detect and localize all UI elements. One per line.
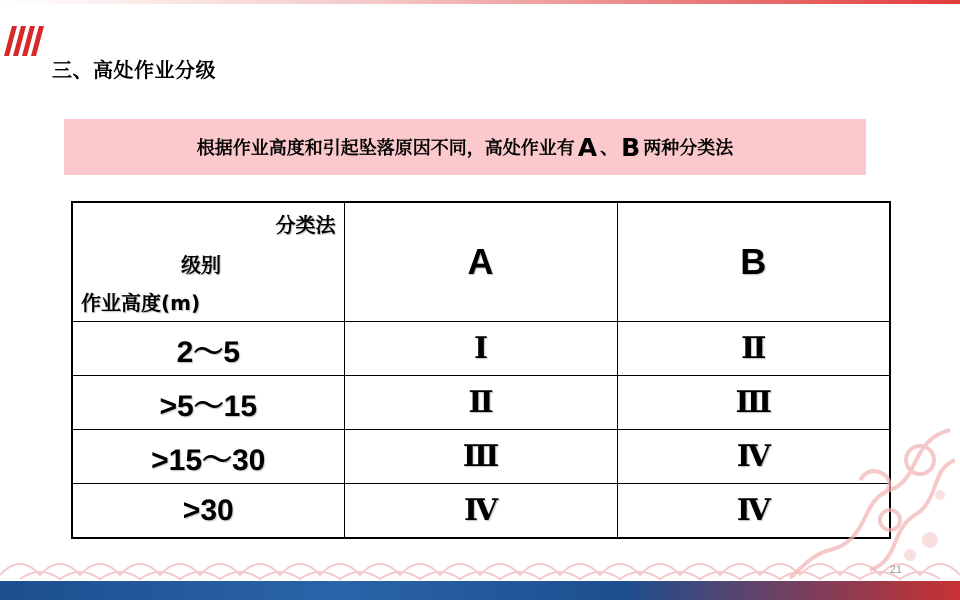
table-row [72, 376, 890, 430]
bottom-color-bar [0, 581, 960, 600]
grade-a-cell: Ⅲ [344, 430, 617, 484]
classification-banner [64, 119, 866, 175]
slash-logo-icon [4, 26, 44, 56]
height-range-cell: 2～5 [72, 322, 344, 376]
grade-b-cell: Ⅱ [617, 322, 890, 376]
grade-a-cell: Ⅳ [344, 484, 617, 539]
grade-a-cell: Ⅱ [344, 376, 617, 430]
column-header-b: B [617, 202, 890, 322]
header-label-height: 作业高度(m) [81, 291, 201, 315]
section-title: 三、高处作业分级 [52, 58, 216, 82]
table-row [72, 430, 890, 484]
height-range-cell: >30 [72, 484, 344, 539]
grade-b-cell: Ⅳ [617, 484, 890, 539]
top-accent-line [0, 0, 960, 4]
banner-separator: 、 [600, 138, 619, 159]
header-label-method: 分类法 [275, 213, 336, 237]
grade-b-cell: Ⅳ [617, 430, 890, 484]
banner-letter-a: A [577, 132, 598, 162]
grade-a-cell: Ⅰ [344, 322, 617, 376]
height-range-cell: >15～30 [72, 430, 344, 484]
banner-letter-b: B [621, 132, 641, 162]
header-label-grade: 级别 [181, 253, 221, 277]
column-header-a: A [344, 202, 617, 322]
diagonal-header-cell [72, 202, 344, 322]
banner-text-before: 根据作业高度和引起坠落原因不同，高处作业有 [196, 138, 575, 159]
classification-table [71, 201, 891, 539]
page-number: 21 [889, 564, 902, 576]
cloud-pattern-decoration-icon [0, 545, 960, 581]
grade-b-cell: Ⅲ [617, 376, 890, 430]
height-range-cell: >5～15 [72, 376, 344, 430]
table-header-row [72, 202, 890, 322]
table-row [72, 322, 890, 376]
table-row [72, 484, 890, 539]
banner-text-after: 两种分类法 [643, 138, 734, 159]
